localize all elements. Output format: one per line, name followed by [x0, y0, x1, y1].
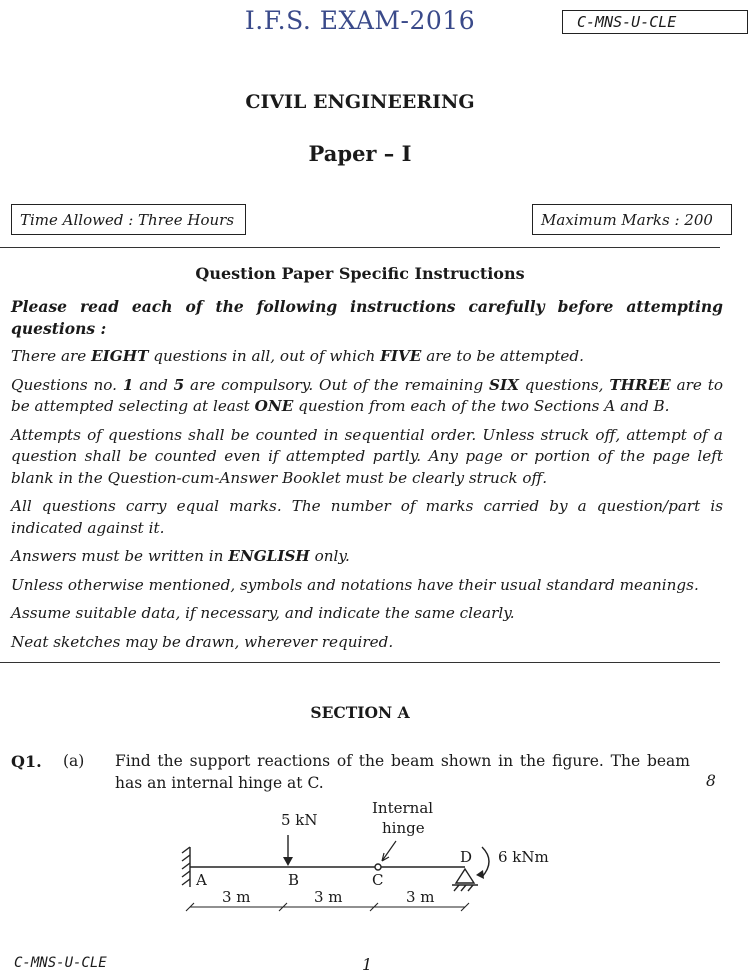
question-text: Find the support reactions of the beam shown in the figure. The beam has an internal hinge at C. [115, 752, 690, 792]
instruction-text: are to be attempted selecting at least [11, 375, 723, 415]
footer-paper-code: C-MNS-U-CLE [14, 955, 107, 971]
instruction-items [11, 346, 723, 653]
instruction-text: and [133, 375, 174, 394]
hinge-label-line2: hinge [382, 819, 425, 837]
question-part: (a) [63, 752, 85, 770]
instruction-text: Attempts of questions shall be counted in sequential order. Unless struck off, attempt of a question shall be counted even if attempted partly. Any page or portion of the page left blank in the Question-cum-Answer Booklet must be clearly struck off. [11, 425, 723, 487]
paper-code-box: C-MNS-U-CLE [562, 10, 748, 34]
time-allowed-box: Time Allowed : Three Hours [11, 204, 246, 235]
hinge-label-line1: Internal [372, 799, 434, 817]
load-arrowhead-icon [283, 857, 293, 866]
section-heading: SECTION A [310, 703, 410, 722]
subject-title: CIVIL ENGINEERING [245, 91, 475, 113]
bottom-divider [0, 662, 720, 663]
instruction-item [11, 375, 723, 418]
instruction-text: only. [309, 547, 350, 565]
instruction-item [11, 346, 723, 368]
top-divider [0, 247, 720, 248]
instruction-emphasis: FIVE [380, 347, 422, 365]
paper-title: Paper – I [308, 141, 412, 166]
instruction-item [11, 632, 723, 654]
question-marks: 8 [706, 772, 716, 790]
instruction-emphasis: 1 [122, 375, 134, 394]
hinge-icon [375, 864, 381, 870]
instruction-emphasis: SIX [489, 375, 519, 394]
instruction-item [11, 603, 723, 625]
instruction-emphasis: THREE [609, 375, 671, 394]
instruction-text: are compulsory. Out of the remaining [184, 375, 490, 394]
instructions-heading: Question Paper Specific Instructions [195, 264, 525, 283]
instruction-text: Neat sketches may be drawn, wherever required. [11, 632, 394, 651]
instruction-emphasis: ENGLISH [228, 547, 310, 565]
span-label-bc: 3 m [314, 888, 343, 906]
instruction-text: questions, [518, 375, 610, 394]
instruction-text: Assume suitable data, if necessary, and indicate the same clearly. [11, 604, 515, 622]
span-label-cd: 3 m [406, 888, 435, 906]
instruction-emphasis: ONE [254, 397, 294, 415]
instruction-text: Unless otherwise mentioned, symbols and notations have their usual standard meanings. [11, 575, 699, 594]
instruction-text: question from each of the two Sections A and B. [293, 397, 670, 415]
instruction-text: All questions carry equal marks. The number of marks carried by a question/part is indicated against it. [11, 497, 723, 537]
instructions-lead: Please read each of the following instructions carefully before attempting questions : [11, 297, 723, 338]
moment-label: 6 kNm [498, 848, 549, 866]
hinge-pointer-icon [382, 841, 396, 861]
maximum-marks-box: Maximum Marks : 200 [532, 204, 732, 235]
instruction-emphasis: 5 [173, 375, 185, 394]
point-label-a: A [196, 871, 207, 889]
instruction-text: are to be attempted. [421, 347, 584, 365]
instruction-item [11, 496, 723, 539]
moment-arrowhead-icon [476, 870, 484, 879]
instruction-emphasis: EIGHT [91, 347, 149, 365]
load-label: 5 kN [281, 811, 318, 829]
span-label-ab: 3 m [222, 888, 251, 906]
point-label-b: B [288, 871, 300, 889]
fixed-support-icon [182, 847, 190, 887]
instructions-list [11, 296, 723, 660]
exam-title: I.F.S. EXAM-2016 [244, 6, 476, 35]
pin-support-icon [452, 869, 478, 891]
point-label-c: C [372, 871, 384, 889]
instruction-text: Questions no. [11, 375, 123, 394]
question-number: Q1. [11, 752, 42, 771]
instruction-item [11, 425, 723, 490]
instruction-item [11, 575, 723, 597]
page-number: 1 [362, 955, 373, 974]
instruction-text: There are [11, 347, 92, 365]
instruction-text: Answers must be written in [11, 547, 229, 565]
point-label-d: D [460, 848, 473, 866]
instruction-item [11, 546, 723, 568]
instruction-text: questions in all, out of which [148, 347, 381, 365]
beam-figure [160, 795, 549, 925]
